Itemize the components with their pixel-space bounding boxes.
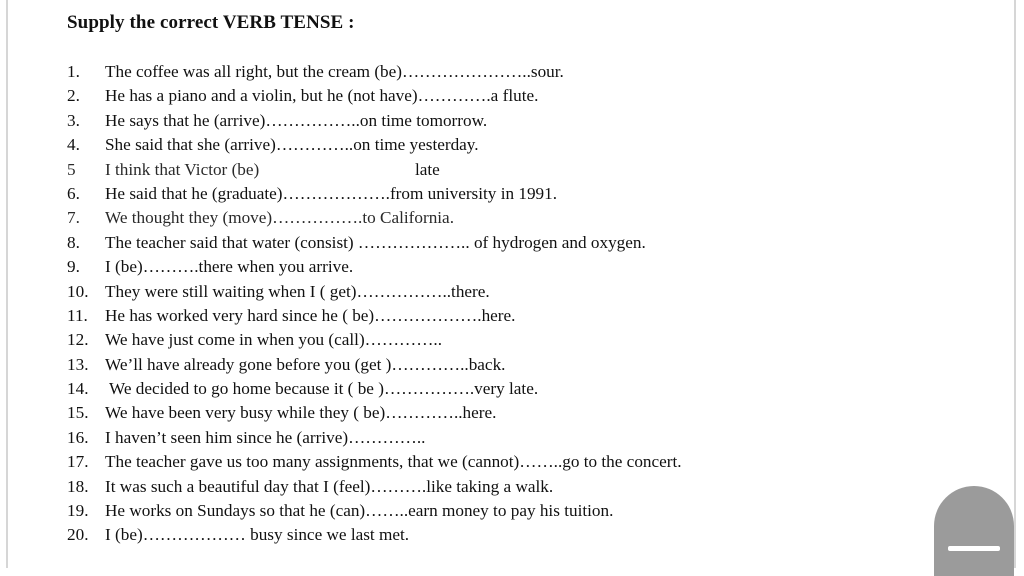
item-number: 13. [67, 354, 89, 374]
item-number: 6. [67, 183, 80, 203]
exercise-item [67, 304, 682, 328]
floating-action-button[interactable] [934, 486, 1014, 576]
exercise-item [67, 499, 682, 523]
item-number: 11. [67, 305, 88, 325]
item-number: 4. [67, 135, 80, 155]
page-edge-left [6, 0, 8, 568]
exercise-list [67, 60, 682, 548]
item-text: We have been very busy while they ( be)…………..here. [105, 403, 497, 423]
exercise-item [67, 109, 682, 133]
exercise-item [67, 426, 682, 450]
item-number: 3. [67, 110, 80, 130]
item-text: We decided to go home because it ( be )…………….very late. [109, 379, 539, 399]
item-text: The teacher said that water (consist) ……………….. of hydrogen and oxygen. [105, 232, 646, 252]
item-number: 8. [67, 232, 80, 252]
item-number: 9. [67, 257, 80, 277]
exercise-item [67, 84, 682, 108]
item-text: We’ll have already gone before you (get )…………..back. [105, 354, 506, 374]
item-text: He has a piano and a violin, but he (not have)………….a flute. [105, 86, 539, 106]
item-number: 17. [67, 452, 89, 472]
exercise-item [67, 328, 682, 352]
minimize-bar-icon [948, 546, 1000, 551]
exercise-item [67, 523, 682, 547]
item-number: 10. [67, 281, 89, 301]
item-number: 15. [67, 403, 89, 423]
item-text: He works on Sundays so that he (can)……..earn money to pay his tuition. [105, 501, 614, 521]
item-number: 16. [67, 427, 89, 447]
item-number: 5 [67, 159, 76, 179]
item-text: They were still waiting when I ( get)……………..there. [105, 281, 490, 301]
item-text: I (be)……….there when you arrive. [105, 257, 354, 277]
item-text: He has worked very hard since he ( be)……………….here. [105, 305, 516, 325]
item-text: It was such a beautiful day that I (feel)……….like taking a walk. [105, 476, 554, 496]
item-text: The teacher gave us too many assignments, that we (cannot)……..go to the concert. [105, 452, 682, 472]
worksheet-title: Supply the correct VERB TENSE : [67, 12, 355, 33]
item-number: 7. [67, 208, 80, 228]
exercise-item [67, 377, 682, 401]
exercise-item [67, 280, 682, 304]
item-text: She said that she (arrive)…………..on time yesterday. [105, 135, 479, 155]
exercise-item [67, 475, 682, 499]
item-text: I haven’t seen him since he (arrive)………….. [105, 427, 426, 447]
item-number: 1. [67, 62, 80, 81]
item-extra-text: late [415, 159, 440, 179]
item-text: We have just come in when you (call)………….. [105, 330, 443, 350]
exercise-item [67, 231, 682, 255]
item-text: I (be)……………… busy since we last met. [105, 525, 410, 545]
exercise-item [67, 158, 682, 182]
item-text: He said that he (graduate)……………….from university in 1991. [105, 183, 558, 203]
item-number: 14. [67, 379, 89, 399]
item-number: 12. [67, 330, 89, 350]
exercise-item [67, 450, 682, 474]
exercise-item [67, 401, 682, 425]
exercise-item [67, 353, 682, 377]
item-text: The coffee was all right, but the cream (be)…………………..sour. [105, 62, 564, 81]
item-text: I think that Victor (be) [105, 159, 260, 179]
item-text: He says that he (arrive)……………..on time tomorrow. [105, 110, 488, 130]
item-text: We thought they (move)…………….to California. [105, 208, 454, 228]
page-edge-right [1014, 0, 1016, 568]
item-number: 19. [67, 501, 89, 521]
item-number: 2. [67, 86, 80, 106]
exercise-item [67, 133, 682, 157]
item-number: 20. [67, 525, 89, 545]
exercise-item [67, 60, 682, 84]
exercise-item [67, 255, 682, 279]
exercise-item [67, 206, 682, 230]
exercise-item [67, 182, 682, 206]
item-number: 18. [67, 476, 89, 496]
